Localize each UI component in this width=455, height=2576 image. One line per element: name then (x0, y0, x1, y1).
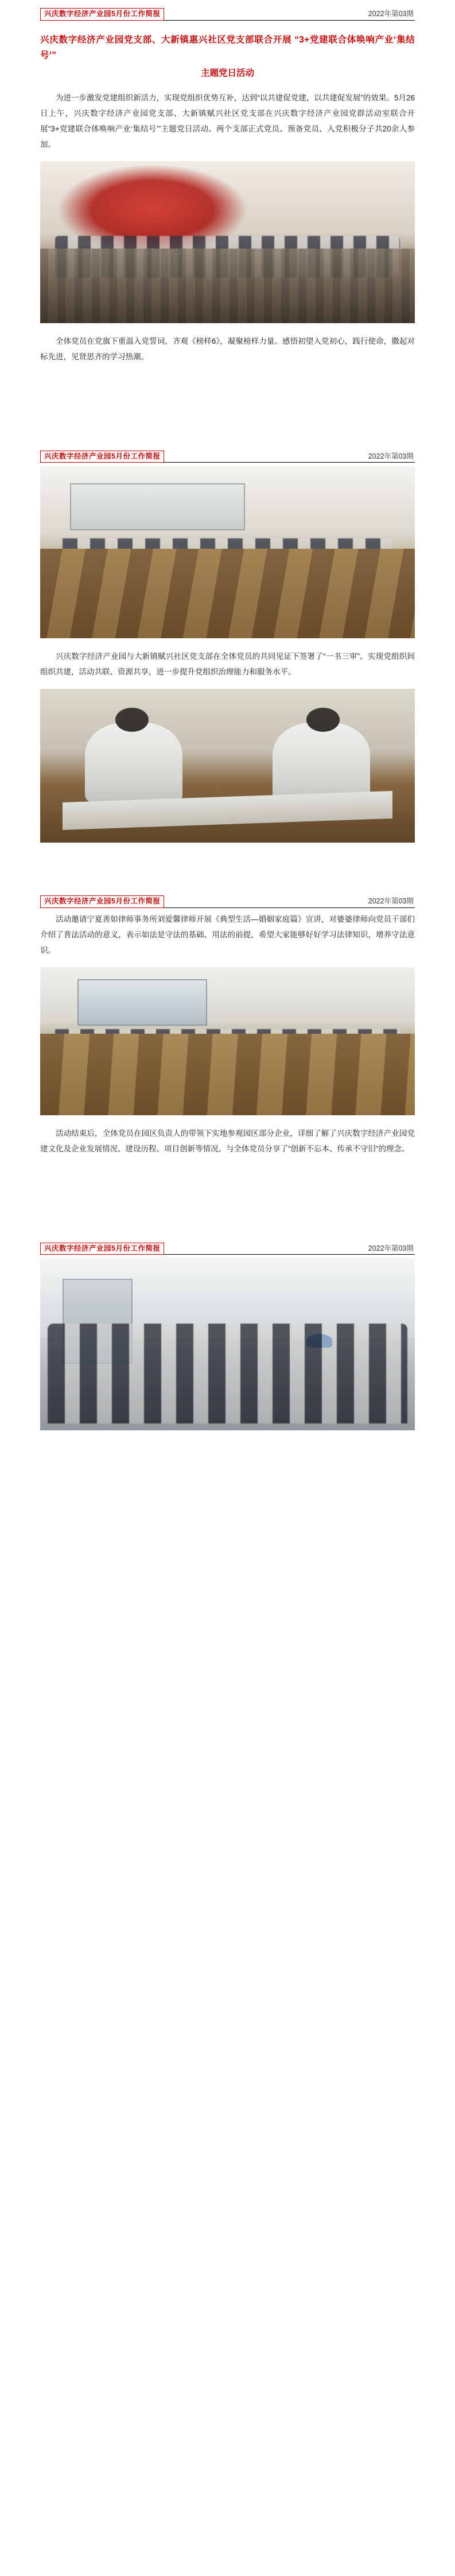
page-subtitle: 主题党日活动 (200, 68, 254, 78)
photo-block-3 (0, 911, 455, 1157)
page-header-1 (0, 0, 455, 24)
photo-law-lecture-image (40, 967, 415, 1115)
paragraph-1: 为进一步激发党建组织新活力，实现党组织优势互补，达到“以共建促党建，以共建促发展”的效果。5月26日上午，兴庆数字经济产业园党支部、大新镇赋兴社区党支部在兴庆数字经济产业园党群活动室联合开展“3+党建联合体唤响产业‘集结号’”主题党日活动。两个支部正式党员、预备党员、入党积极分子共20余人参加。 (40, 93, 415, 149)
paragraph-5: 活动结束后，全体党员在园区负责人的带领下实地参观园区部分企业，详细了解了兴庆数字经济产业园党建文化及企业发展情况、建设历程、项目创新等情况。与全体党员分享了“创新不忘本、传承不守旧”的理念。 (40, 1128, 415, 1153)
page-gap-2 (0, 853, 455, 887)
photo-desk-row (40, 249, 415, 323)
photo-block-1 (0, 161, 455, 364)
issue-label: 2022年第03期 (164, 898, 415, 908)
issue-label: 2022年第03期 (164, 453, 415, 463)
photo-classroom-signing (40, 466, 415, 638)
page-header-3 (0, 887, 455, 911)
photo-seat-rows (40, 1034, 415, 1115)
publication-badge: 兴庆数字经济产业园5月份工作简报 (40, 8, 164, 21)
photo-whiteboard (70, 483, 244, 530)
photo-meeting-party-flag-image (40, 161, 415, 323)
photo-person-right (273, 723, 370, 802)
publication-badge: 兴庆数字经济产业园5月份工作简报 (40, 1243, 164, 1255)
paragraph-4: 活动邀请宁夏善如律师事务所刘爱馨律师开展《典型生活—婚姻家庭篇》宣讲，对婆婆律师向党员干部们介绍了普法活动的意义，表示如法是守法的基础、用法的前提，希望大家能够好好学习法律知识，增养守法意识。 (40, 914, 415, 955)
photo-projection-screen (77, 979, 207, 1026)
title-block (0, 32, 455, 152)
page-header-4 (0, 1235, 455, 1259)
photo-law-lecture (40, 967, 415, 1115)
photo-reading-books-image (40, 689, 415, 843)
photo-classroom-signing-image (40, 466, 415, 638)
photo-block-2 (0, 466, 455, 843)
page-gap-4 (0, 1441, 455, 1457)
photo-visiting-group (48, 1324, 407, 1423)
photo-block-4 (0, 1258, 455, 1430)
page-gap-3 (0, 1166, 455, 1235)
publication-badge: 兴庆数字经济产业园5月份工作简报 (40, 451, 164, 463)
page-header-2 (0, 443, 455, 467)
photo-meeting-party-flag (40, 161, 415, 323)
issue-label: 2022年第03期 (164, 1245, 415, 1255)
paragraph-2: 全体党员在党旗下重温入党誓词，齐观《榜样6》，凝聚榜样力量。感悟初望入党初心，践行使命，撒起对标先进，见贤思齐的学习热潮。 (40, 336, 415, 361)
page-gap-1 (0, 374, 455, 443)
paragraph-3: 兴庆数字经济产业园与大新镇赋兴社区党支部在全体党员的共同见证下签署了“一书三审”。实现党组织间组织共建，活动共联、资源共享，进一步提升党组织治理能力和服务水平。 (40, 652, 415, 677)
page-title: 兴庆数字经济产业园党支部、大新镇惠兴社区党支部联合开展 “3+党建联合体唤响产业‘集结号’” (40, 34, 415, 60)
issue-label: 2022年第03期 (164, 10, 415, 21)
photo-enterprise-visit (40, 1258, 415, 1430)
photo-desks (40, 549, 415, 638)
photo-enterprise-visit-image (40, 1258, 415, 1430)
photo-reading-books (40, 689, 415, 843)
photo-person-left (85, 723, 182, 802)
publication-badge: 兴庆数字经济产业园5月份工作简报 (40, 895, 164, 908)
